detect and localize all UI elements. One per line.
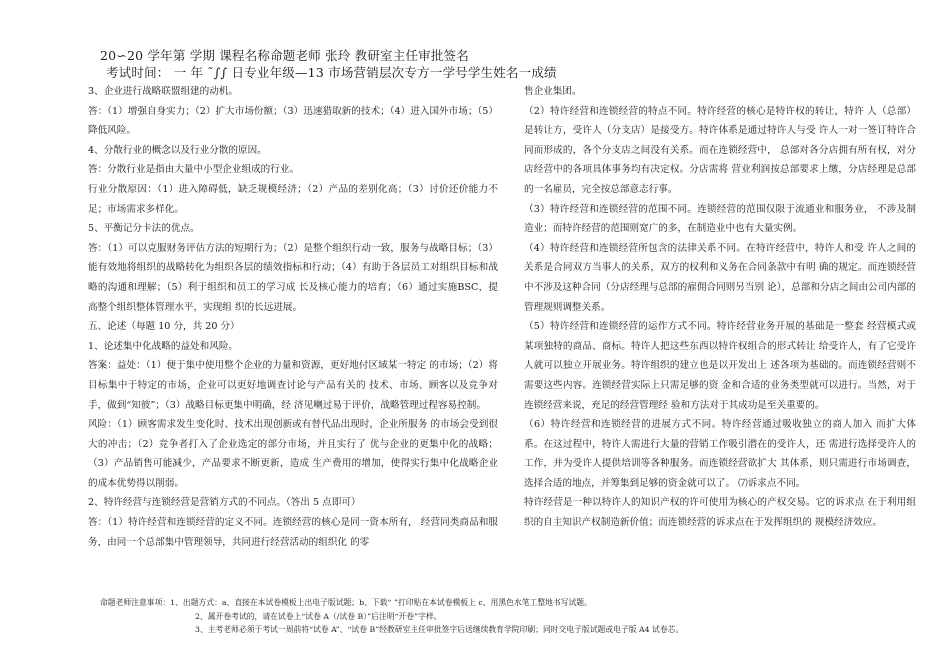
paragraph: 2、特许经营与连锁经营是营销方式的不同点。（答出 5 点即可）: [88, 497, 361, 509]
footer-note-3: 3、主考老师必须于考试一周前将“试卷 A”、“试卷 B”经教研室主任审批签字后送继续教育学院印刷；同时交电子版试题或电子版 A4 试卷芯。: [195, 625, 684, 634]
paragraph: （2）特许经营和连锁经营的特点不同。特许经营的核心是特许权的转让，特许 人（总部）是转让方，受许人（分支店）是接受方。特许体系是通过特许人与受 许人一对一签订特许合同而形成的，各个分支店之间没有关系。而在连锁经营中， 总部对各分店拥有所有权，对分店经营中的各项具体事务均有决定权。分店需将 营业利润按总部要求上缴，分店经理是总部的一名雇员，完全按总部意志行事。: [524, 105, 916, 195]
paragraph: 答：（1）可以克服财务评估方法的短期行为；（2）是整个组织行动一致，服务与战略目标；（3）能有效地将组织的战略转化为组织各层的绩效指标和行动；（4）有助于各层员工对组织目标和战略的沟通和理解；（5）利于组织和员工的学习成 长及核心能力的培育；（6）通过实施BSC，提高整个组织整体管理水平，实现组 织的长远进展。: [88, 242, 498, 313]
paragraph: 5、平衡记分卡法的优点。: [88, 223, 200, 235]
paragraph: 答：（1）特许经营和连锁经营的定义不同。连锁经营的核心是同一资本所有， 经营同类商品和服务，由同一个总部集中管理领导，共同进行经营活动的组织化 的零: [88, 517, 498, 548]
header-student-line: 考试时间： 一 年 ˜∫∫ 日专业年级—13 市场营销层次专方一学号学生姓名一成绩: [106, 65, 557, 80]
right-column: [524, 82, 916, 533]
paragraph: 售企业集团。: [524, 86, 582, 97]
paragraph: 4、分散行业的概念以及行业分散的原因。: [88, 144, 267, 156]
header-course-line: 20∽20 学年第 学期 课程名称命题老师 张玲 教研室主任审批签名: [100, 48, 469, 63]
section-heading: 五、论述（每题 10 分，共 20 分）: [88, 321, 240, 333]
paragraph: 答案：益处：（1）便于集中使用整个企业的力量和资源，更好地付区域某一特定 的市场；（2）将目标集中于特定的市场，企业可以更好地调查讨论与产品有关的 技术、市场、顾客以及竞争对手，做到“知彼”；（3）战略目标更集中明确，经 济见喇过易于评价，战略管理过程容易控制。: [88, 360, 498, 411]
paragraph: 3、企业进行战略联盟组建的动机。: [88, 86, 239, 97]
exam-header: [100, 47, 900, 81]
paragraph: （6）特许经营和连锁经营的进展方式不同。特许经营通过吸收独立的商人加入 而扩大体系。在这过程中，特许人需进行大量的营销工作吸引潜在的受许人，还 需进行选择受许人的工作，并为受许人提供培训等各种服务。而连锁经营欲扩大 其体系，则只需进行市场调查，选择合适的地点，并筹集到足够的资金就可以了。 ⑺诉求点不同。: [524, 419, 916, 489]
paragraph: 1、论述集中化战略的益处和风险。: [88, 340, 239, 352]
paragraph: 行业分散原因：（1）进入障碍低，缺乏规模经济；（2）产品的差别化高；（3）讨价还价能力不足；市场需求多样化。: [88, 183, 498, 215]
paragraph: （3）特许经营和连锁经营的范围不同。连锁经营的范围仅限于流通业和服务业， 不涉及制造业；而特许经营的范围则宽广的多，在制造业中也有大量实例。: [524, 203, 916, 235]
paragraph: 特许经营是一种以特许人的知识产权的许可使用为核心的产权交易。它的诉求点 在于利用组织的自主知识产权制造新价值；而连锁经营的诉求点在于发挥组织的 规模经济效应。: [524, 497, 916, 529]
paragraph: （4）特许经营和连锁经营所包含的法律关系不同。在特许经营中，特许人和受 许人之间的关系是合同双方当事人的关系，双方的权利和义务在合同条款中有明 确的规定。而连锁经营中不涉及这种合同（分店经理与总部的雇佣合同则另当别 论），总部和分店之间由公司内部的管理规则调整关系。: [524, 242, 916, 313]
footer-note-2: 2、属开卷考试的，请在试卷上“试卷 A（/试卷 B）”后注明“开卷”字样。: [195, 611, 442, 621]
footer-note-1: 命题老师注意事项：1、出题方式：a、直接在本试卷模板上出电子版试题；b、下载“ ”打印贴在本试卷模板上 c、用黑色水笔工整地书写试题。: [100, 598, 592, 607]
left-column: [88, 82, 498, 552]
paragraph: 风险：（1）顾客需求发生变化时、技术出现创新或有替代品出现时，企业所服务 的市场会受到很大的冲击；（2）竞争者打入了企业选定的部分市场，并且实行了 优与企业的更集中化的战略；（3）产品销售可能减少，产品要求不断更新，造成 生产费用的增加，使得实行集中化战略企业的成本优势得以削弱。: [88, 419, 498, 489]
paragraph: 答：（1）增强自身实力；（2）扩大市场份额；（3）迅速猎取新的技术；（4）进入国外市场；（5）降低风险。: [88, 105, 498, 137]
teacher-notes-footer: [100, 596, 920, 637]
paragraph: 答：分散行业是指由大量中小型企业组成的行业。: [88, 164, 300, 176]
paragraph: （5）特许经营和连锁经营的运作方式不同。特许经营业务开展的基础是一整套 经营模式或某项独特的商品、商标。特许人把这些东西以特许权组合的形式转让 给受许人，有了它受许人就可以独立开展业务。特许组织的建立也是以开发出上 述各项为基础的。而连锁经营则不需要这些内容。连锁经营实际上只需足够的资 金和合适的业务类型就可以进行。当然，对于连锁经营来说，充足的经营管理经 验和方法对于其成功是至关重要的。: [524, 321, 916, 411]
